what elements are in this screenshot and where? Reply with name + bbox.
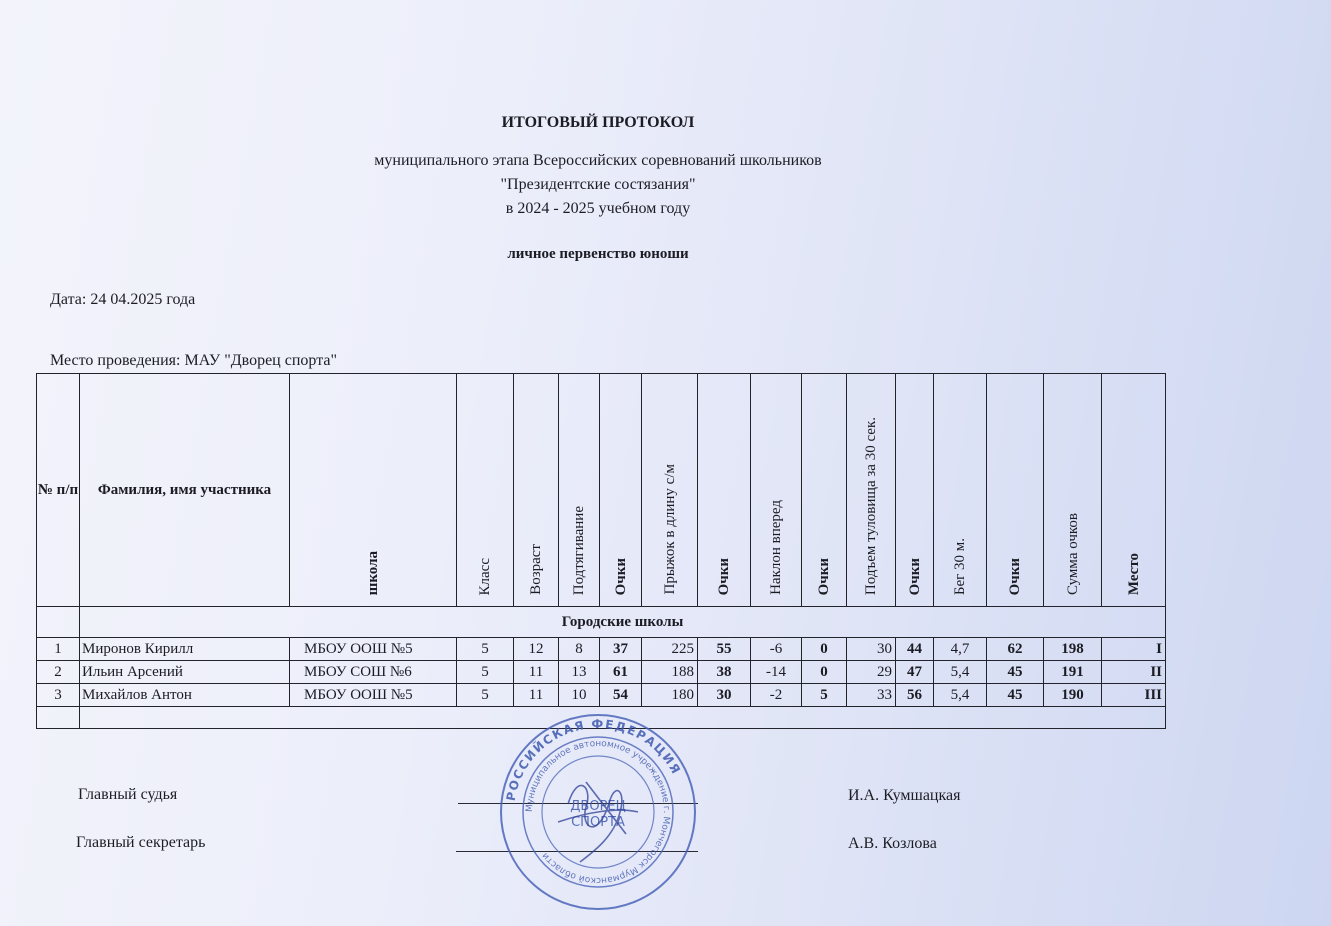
group-row-blank (37, 607, 80, 638)
cell-points-bend: 5 (802, 684, 847, 707)
table-header-row (37, 374, 1166, 607)
cell-forward-bend: -2 (751, 684, 802, 707)
cell-place: II (1102, 661, 1166, 684)
stamp-center-text-2: СПОРТА (571, 815, 625, 830)
col-header-points-bend: Очки (802, 374, 847, 607)
cell-points-jump: 38 (698, 661, 751, 684)
col-header-number: № п/п (37, 374, 80, 607)
cell-school: МБОУ СОШ №6 (290, 661, 457, 684)
results-table (36, 373, 1166, 729)
cell-situps: 29 (847, 661, 896, 684)
col-header-points-pullups: Очки (600, 374, 642, 607)
cell-run-30m: 4,7 (934, 638, 987, 661)
cell-grade: 5 (457, 684, 514, 707)
cell-points-run: 45 (987, 684, 1044, 707)
cell-points-situps: 44 (896, 638, 934, 661)
judge-role: Главный судья (78, 786, 178, 803)
cell-points-pullups: 37 (600, 638, 642, 661)
cell-total: 190 (1044, 684, 1102, 707)
empty-cell (37, 707, 80, 729)
stamp-outer-text: РОССИЙСКАЯ ФЕДЕРАЦИЯ (503, 716, 684, 803)
col-header-total: Сумма очков (1044, 374, 1102, 607)
subtitle-line-3: в 2024 - 2025 учебном году (505, 200, 691, 217)
cell-grade: 5 (457, 638, 514, 661)
cell-total: 191 (1044, 661, 1102, 684)
cell-number: 3 (37, 684, 80, 707)
subtitle-line-1: муниципального этапа Всероссийских соревнований школьников (374, 152, 822, 169)
cell-points-pullups: 61 (600, 661, 642, 684)
cell-grade: 5 (457, 661, 514, 684)
cell-school: МБОУ ООШ №5 (290, 684, 457, 707)
cell-forward-bend: -14 (751, 661, 802, 684)
cell-run-30m: 5,4 (934, 661, 987, 684)
cell-pullups: 8 (559, 638, 600, 661)
cell-situps: 33 (847, 684, 896, 707)
cell-run-30m: 5,4 (934, 684, 987, 707)
col-header-grade: Класс (457, 374, 514, 607)
col-header-forward-bend: Наклон вперед (751, 374, 802, 607)
cell-points-run: 45 (987, 661, 1044, 684)
cell-forward-bend: -6 (751, 638, 802, 661)
cell-school: МБОУ ООШ №5 (290, 638, 457, 661)
cell-age: 11 (514, 684, 559, 707)
cell-points-jump: 55 (698, 638, 751, 661)
col-header-name: Фамилия, имя участника (80, 374, 290, 607)
cell-points-pullups: 54 (600, 684, 642, 707)
col-header-situps: Подъем туловища за 30 сек. (847, 374, 896, 607)
group-row (37, 607, 1166, 638)
table-row (37, 638, 1166, 661)
cell-participant: Михайлов Антон (80, 684, 290, 707)
cell-total: 198 (1044, 638, 1102, 661)
official-stamp (498, 712, 698, 912)
cell-points-situps: 56 (896, 684, 934, 707)
cell-points-jump: 30 (698, 684, 751, 707)
col-header-pullups: Подтягивание (559, 374, 600, 607)
col-header-points-situps: Очки (896, 374, 934, 607)
col-header-long-jump: Прыжок в длину с/м (642, 374, 698, 607)
cell-participant: Ильин Арсений (80, 661, 290, 684)
cell-points-situps: 47 (896, 661, 934, 684)
table-row (37, 661, 1166, 684)
cell-long-jump: 188 (642, 661, 698, 684)
date-line: Дата: 24 04.2025 года (50, 291, 196, 308)
cell-long-jump: 180 (642, 684, 698, 707)
col-header-place: Место (1102, 374, 1166, 607)
subtitle-line-2: "Президентские состязания" (500, 176, 696, 193)
cell-place: I (1102, 638, 1166, 661)
cell-pullups: 10 (559, 684, 600, 707)
cell-long-jump: 225 (642, 638, 698, 661)
document-title: ИТОГОВЫЙ ПРОТОКОЛ (501, 114, 695, 131)
cell-number: 2 (37, 661, 80, 684)
col-header-age: Возраст (514, 374, 559, 607)
secretary-name: А.В. Козлова (848, 835, 937, 852)
cell-number: 1 (37, 638, 80, 661)
table-row (37, 684, 1166, 707)
cell-age: 12 (514, 638, 559, 661)
stamp-center-text-1: ДВОРЕЦ (570, 799, 626, 814)
cell-situps: 30 (847, 638, 896, 661)
cell-participant: Миронов Кирилл (80, 638, 290, 661)
col-header-school: школа (290, 374, 457, 607)
stamp-ring-text: Муниципальное автономное учреждение г. Мончегорск Мурманской области (524, 738, 672, 886)
cell-points-run: 62 (987, 638, 1044, 661)
cell-points-bend: 0 (802, 661, 847, 684)
category-label: личное первенство юноши (507, 246, 689, 262)
cell-points-bend: 0 (802, 638, 847, 661)
cell-age: 11 (514, 661, 559, 684)
col-header-run-30m: Бег 30 м. (934, 374, 987, 607)
judge-name: И.А. Кумшацкая (848, 787, 961, 804)
venue-line: Место проведения: МАУ "Дворец спорта" (50, 352, 338, 369)
secretary-role: Главный секретарь (76, 834, 206, 851)
col-header-points-run: Очки (987, 374, 1044, 607)
col-header-points-jump: Очки (698, 374, 751, 607)
cell-pullups: 13 (559, 661, 600, 684)
group-label: Городские школы (80, 607, 1166, 638)
cell-place: III (1102, 684, 1166, 707)
